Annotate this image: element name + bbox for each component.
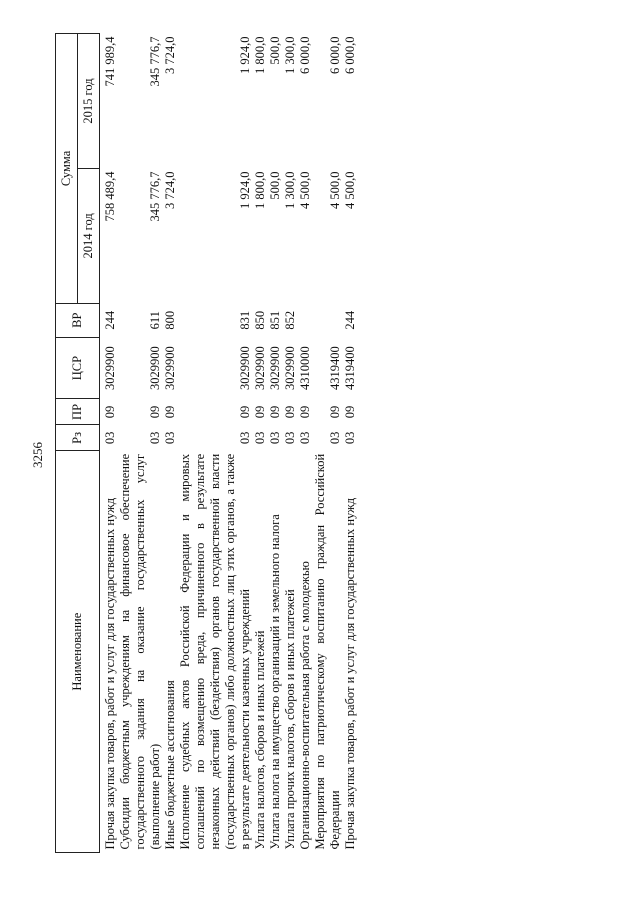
row-rz: 03	[163, 431, 177, 445]
row-csr: 4319400	[343, 346, 357, 390]
row-pr: 09	[343, 405, 357, 419]
header-rz: Рз	[56, 425, 100, 451]
row-rz: 03	[103, 431, 117, 445]
table-row	[178, 34, 253, 853]
row-vr: 831	[238, 310, 252, 330]
row-pr: 09	[268, 405, 282, 419]
row-name: Прочая закупка товаров, работ и услуг для государственных нужд	[343, 497, 357, 850]
row-amount-2014: 1 800,0	[253, 171, 267, 209]
header-csr: ЦСР	[56, 337, 100, 399]
row-amount-2015: 6 000,0	[298, 36, 312, 74]
table-row	[343, 34, 358, 853]
row-csr: 3029900	[103, 346, 117, 390]
row-vr: 852	[283, 310, 297, 330]
row-pr: 09	[298, 405, 312, 419]
table-body	[100, 34, 359, 853]
row-pr: 09	[163, 405, 177, 419]
row-rz: 03	[238, 431, 252, 445]
row-rz: 03	[298, 431, 312, 445]
row-rz: 03	[268, 431, 282, 445]
table-header	[56, 34, 100, 853]
row-amount-2015: 3 724,0	[163, 36, 177, 74]
row-csr: 3029900	[283, 346, 297, 390]
row-vr: 800	[163, 310, 177, 330]
row-csr: 3029900	[253, 346, 267, 390]
row-pr: 09	[238, 405, 252, 419]
row-amount-2015: 1 800,0	[253, 36, 267, 74]
header-year-2015: 2015 год	[78, 34, 100, 169]
row-name: Субсидии бюджетным учреждениям на финансовое обеспечение государственного задания на оказание государственных услуг (выполнение работ)	[118, 453, 162, 850]
row-pr: 09	[328, 405, 342, 419]
row-pr: 09	[148, 405, 162, 419]
row-vr: 851	[268, 310, 282, 330]
page-number: 3256	[30, 442, 45, 468]
table-row	[313, 34, 343, 853]
row-name: Организационно-воспитательная работа с молодежью	[298, 561, 312, 850]
row-csr: 3029900	[238, 346, 252, 390]
row-vr: 850	[253, 310, 267, 330]
row-amount-2014: 345 776,7	[148, 171, 162, 222]
row-rz: 03	[148, 431, 162, 445]
row-rz: 03	[328, 431, 342, 445]
row-amount-2014: 3 724,0	[163, 171, 177, 209]
row-csr: 3029900	[268, 346, 282, 390]
table-row	[100, 34, 119, 853]
row-rz: 03	[283, 431, 297, 445]
row-name: Прочая закупка товаров, работ и услуг для государственных нужд	[103, 497, 117, 850]
row-rz: 03	[343, 431, 357, 445]
row-amount-2015: 6 000,0	[328, 36, 342, 74]
row-name: Уплата налогов, сборов и иных платежей	[253, 630, 267, 850]
row-amount-2014: 4 500,0	[343, 171, 357, 209]
table-row	[118, 34, 163, 853]
row-name: Уплата прочих налогов, сборов и иных платежей	[283, 589, 297, 850]
row-pr: 09	[103, 405, 117, 419]
table-row	[253, 34, 268, 853]
row-vr: 244	[103, 310, 117, 330]
header-vr: ВР	[56, 303, 100, 337]
row-name: Исполнение судебных актов Российской Федерации и мировых соглашений по возмещению вреда, причиненного в результате незаконных действий (бездействия) органов государственной власти (государственных органов) либо должностных лиц этих органов, а также в результате деятельности казенных учреждений	[178, 453, 252, 850]
table-row	[298, 34, 313, 853]
row-name: Уплата налога на имущество организаций и земельного налога	[268, 514, 282, 850]
row-amount-2015: 6 000,0	[343, 36, 357, 74]
row-amount-2015: 1 924,0	[238, 36, 252, 74]
row-vr	[313, 303, 343, 337]
row-amount-2014: 758 489,4	[103, 171, 117, 222]
row-vr: 244	[343, 310, 357, 330]
row-amount-2014: 4 500,0	[328, 171, 342, 209]
row-amount-2015: 741 989,4	[103, 36, 117, 87]
table-row	[283, 34, 298, 853]
table-row	[268, 34, 283, 853]
header-name: Наименование	[56, 451, 100, 853]
row-csr: 3029900	[148, 346, 162, 390]
header-year-2014: 2014 год	[78, 168, 100, 303]
row-rz: 03	[253, 431, 267, 445]
row-amount-2014: 4 500,0	[298, 171, 312, 209]
row-amount-2014: 1 924,0	[238, 171, 252, 209]
row-pr: 09	[253, 405, 267, 419]
row-amount-2015: 1 300,0	[283, 36, 297, 74]
row-pr: 09	[283, 405, 297, 419]
row-amount-2014: 1 300,0	[283, 171, 297, 209]
header-sum: Сумма	[56, 34, 78, 304]
row-name: Иные бюджетные ассигнования	[163, 680, 177, 850]
table-row	[163, 34, 178, 853]
row-csr: 3029900	[163, 346, 177, 390]
row-vr: 611	[148, 311, 162, 330]
row-csr: 4319400	[328, 346, 342, 390]
header-pr: ПР	[56, 399, 100, 425]
budget-table	[55, 33, 358, 853]
row-csr: 4310000	[298, 346, 312, 390]
row-amount-2014: 500,0	[268, 171, 282, 200]
row-amount-2015: 500,0	[268, 36, 282, 65]
row-name: Мероприятия по патриотическому воспитанию граждан Российской Федерации	[313, 453, 342, 850]
row-vr	[298, 303, 313, 337]
row-amount-2015: 345 776,7	[148, 36, 162, 87]
